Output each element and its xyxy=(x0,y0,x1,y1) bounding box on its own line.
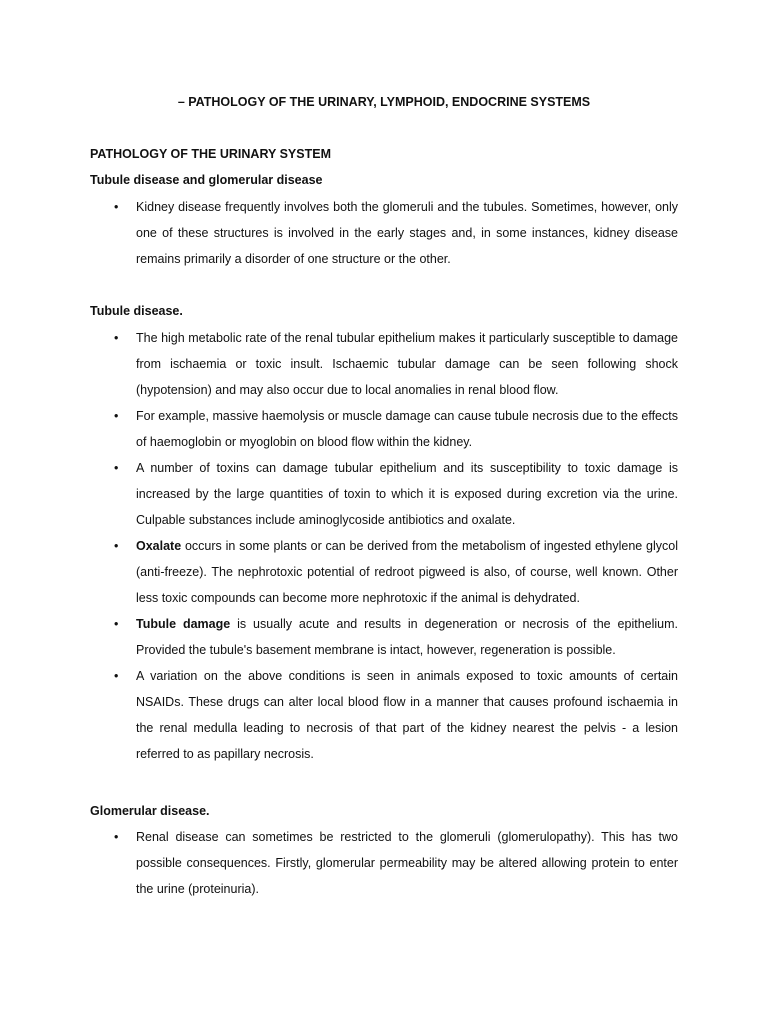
bullet-text: The high metabolic rate of the renal tubular epithelium makes it particularly susceptible to damage from ischaemia or toxic insult. Ischaemic tubular damage can be seen following shock (hypotension) and may also occur due to local anomalies in renal blood flow. xyxy=(136,331,678,397)
list-item xyxy=(90,325,678,403)
bullet-text: A variation on the above conditions is seen in animals exposed to toxic amounts of certain NSAIDs. These drugs can alter local blood flow in a manner that causes profound ischaemia in the renal medulla leading to necrosis of that part of the kidney nearest the pelvis - a lesion referred to as papillary necrosis. xyxy=(136,669,678,761)
bullet-body: is usually acute and results in degeneration or necrosis of the epithelium. Provided the tubule's basement membrane is intact, however, regeneration is possible. xyxy=(136,617,678,657)
bullet-icon: • xyxy=(114,331,119,345)
bullet-text: For example, massive haemolysis or muscle damage can cause tubule necrosis due to the effects of haemoglobin or myoglobin on blood flow within the kidney. xyxy=(136,409,678,449)
bullet-text xyxy=(136,617,678,657)
subsection-heading-tubule: Tubule disease. xyxy=(90,304,183,318)
list-item xyxy=(90,533,678,611)
list-item xyxy=(90,611,678,663)
document-title: – PATHOLOGY OF THE URINARY, LYMPHOID, ENDOCRINE SYSTEMS xyxy=(177,95,591,109)
bullet-lead-tubule-damage: Tubule damage xyxy=(136,617,231,631)
section-heading: PATHOLOGY OF THE URINARY SYSTEM xyxy=(90,147,331,161)
list-item xyxy=(90,663,678,767)
bullet-icon: • xyxy=(114,200,119,214)
bullet-icon: • xyxy=(114,539,119,553)
list-item xyxy=(90,403,678,455)
bullet-icon: • xyxy=(114,669,119,683)
bullet-body: occurs in some plants or can be derived from the metabolism of ingested ethylene glycol (anti-freeze). The nephrotoxic potential of redroot pigweed is also, of course, well known. Other less toxic compounds can become more nephrotoxic if the animal is dehydrated. xyxy=(136,539,678,605)
bullet-list-tubule xyxy=(90,325,678,767)
bullet-icon: • xyxy=(114,617,119,631)
bullet-icon: • xyxy=(114,461,119,475)
list-item xyxy=(90,194,678,272)
bullet-text: A number of toxins can damage tubular epithelium and its susceptibility to toxic damage is increased by the large quantities of toxin to which it is exposed during excretion via the urine. Culpable substances include aminoglycoside antibiotics and oxalate. xyxy=(136,461,678,527)
bullet-list-glomerular xyxy=(90,824,678,902)
subsection-heading-glomerular: Glomerular disease. xyxy=(90,804,210,818)
subsection-heading-tubule-glomerular: Tubule disease and glomerular disease xyxy=(90,173,323,187)
bullet-icon: • xyxy=(114,830,119,844)
bullet-lead-oxalate: Oxalate xyxy=(136,539,182,553)
bullet-text: Renal disease can sometimes be restricted to the glomeruli (glomerulopathy). This has two possible consequences. Firstly, glomerular permeability may be altered allowing protein to enter the urine (proteinuria). xyxy=(136,830,678,896)
list-item xyxy=(90,824,678,902)
bullet-list-intro xyxy=(90,194,678,272)
list-item xyxy=(90,455,678,533)
bullet-icon: • xyxy=(114,409,119,423)
bullet-text xyxy=(136,539,678,605)
bullet-text: Kidney disease frequently involves both the glomeruli and the tubules. Sometimes, however, only one of these structures is involved in the early stages and, in some instances, kidney disease remains primarily a disorder of one structure or the other. xyxy=(136,200,678,266)
